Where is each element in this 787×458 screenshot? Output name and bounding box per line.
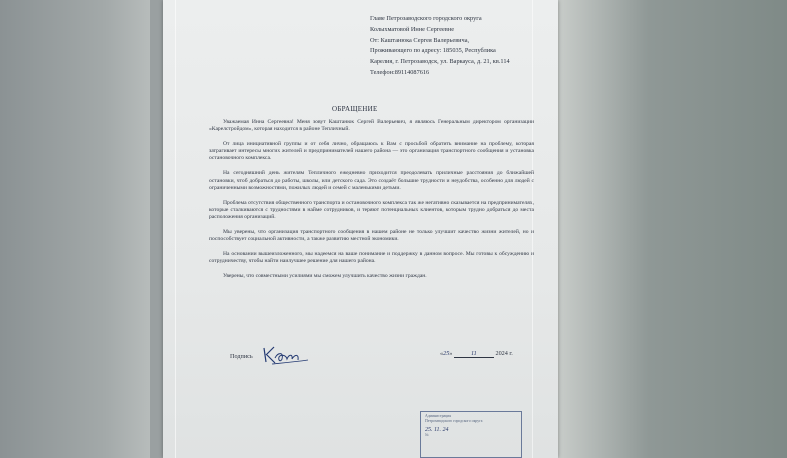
paragraph: Мы уверены, что организация транспортного сообщения в нашем районе не только улучшит качество жизни жителей, но и поспособствует социальной активности, а также развитию местной экономики. [209, 229, 534, 243]
header-line: От: Каштанюка Сергея Валерьевича, [370, 36, 470, 44]
header-line: Главе Петрозаводского городского округа [370, 15, 482, 22]
date-day: 25 [443, 350, 450, 357]
header-line: Колыхматовой Инне Сергеевне [370, 25, 454, 33]
addressee-block [370, 14, 540, 79]
paragraph: Уважаемая Инна Сергеевна! Меня зовут Каштанюк Сергей Валерьевич, я являюсь Генеральным директором организации «Карелстройдом», которая находится в районе Тепличный. [209, 119, 534, 133]
stamp-handwritten-date: 25. 11. 24 [425, 427, 449, 433]
header-line: Карелия, г. Петрозаводск, ул. Варкауса, д. 21, кв.114 [370, 58, 510, 66]
paragraph: От лица инициативной группы и от себя лично, обращаюсь к Вам с просьбой обратить внимание на проблему, которая затрагивает интересы многих жителей и предпринимателей нашего района — это организация транспортного сообщения и установка остановочного комплекса. [209, 141, 534, 162]
paragraph: Уверены, что совместными усилиями мы сможем улучшить качество жизни граждан. [223, 273, 427, 280]
signature-label: Подпись [230, 353, 253, 360]
date-year: 2024 г. [495, 350, 513, 357]
date-close-quote: » [449, 350, 453, 357]
header-line: Телефон:89114087616 [370, 68, 430, 76]
stamp-line: Петрозаводского городского округа [425, 419, 483, 423]
background-left [0, 0, 150, 458]
background-right [557, 0, 787, 458]
document-title: ОБРАЩЕНИЕ [332, 105, 378, 113]
registration-stamp [420, 411, 522, 458]
paragraph: Проблема отсутствия общественного транспорта и остановочного комплекса так же негативно сказывается на предпринимателях, которые сталкиваются с трудностями в найме сотрудников, и теряют потенциальных клиентов, которым трудно добраться до места расположения организаций. [209, 199, 534, 220]
document-date [440, 350, 513, 358]
paragraph: На сегодняшний день жителям Тепличного ежедневно приходится преодолевать приличные расстояния до ближайшей остановки, чтоб добраться до работы, школы, или детского сада. Это создаёт большие трудности и неудобства, особенно для людей с ограниченными возможностями, пожилых людей и семей с маленькими детьми. [209, 170, 534, 191]
handwritten-signature [262, 344, 312, 366]
letter-body [209, 119, 534, 289]
date-open-quote: « [440, 350, 444, 357]
paragraph: На основании вышеизложенного, мы надеемся на ваше понимание и поддержку в данном вопросе. Мы готовы к обсуждению и сотрудничеству, чтобы найти наилучшее решение для нашего района. [209, 251, 534, 265]
stamp-line: Администрация [425, 414, 451, 418]
header-line: Проживающего по адресу: 185035, Республика [370, 47, 496, 55]
stamp-number: № [425, 433, 429, 437]
date-month: 11 [454, 350, 494, 358]
